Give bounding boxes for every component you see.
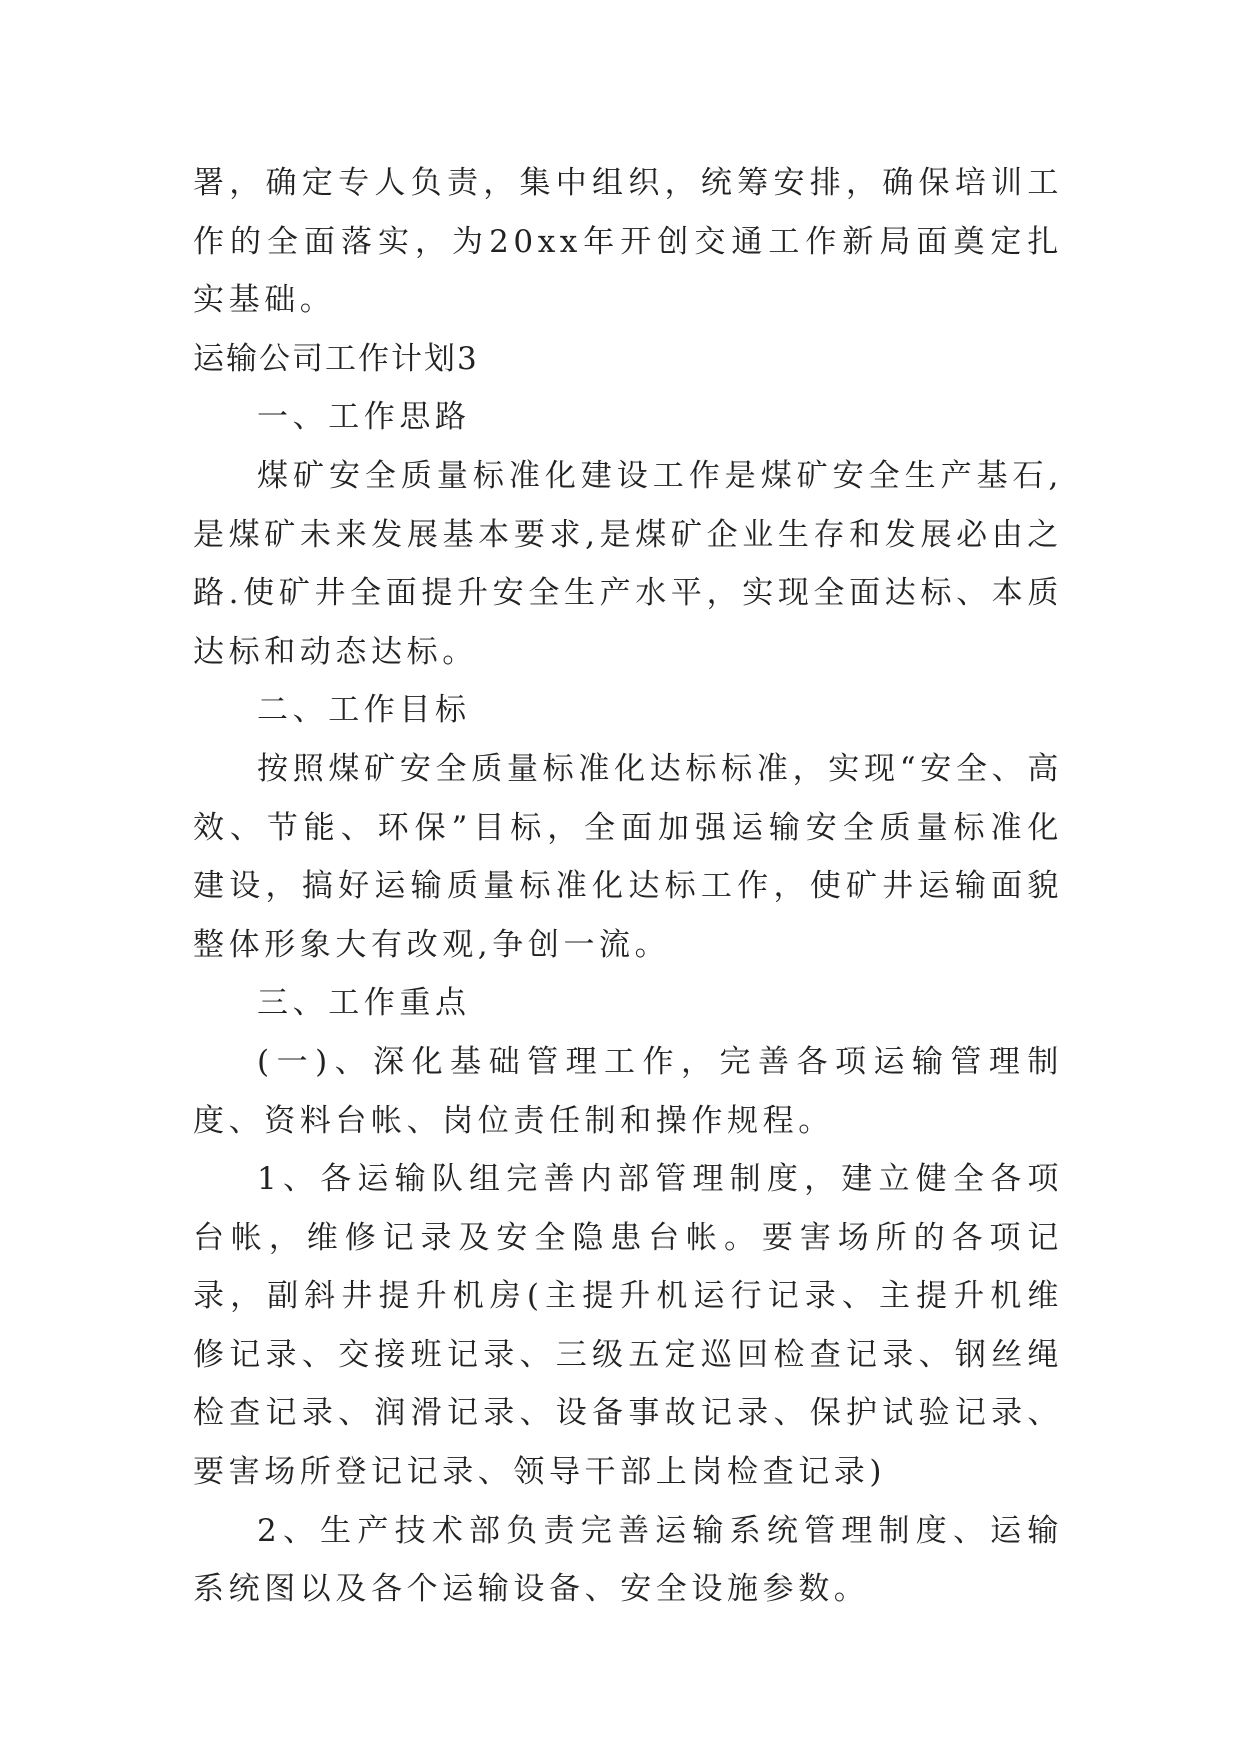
paragraph-work-approach: 煤矿安全质量标准化建设工作是煤矿安全生产基石,是煤矿未来发展基本要求,是煤矿企业生存和发展必由之路.使矿井全面提升安全生产水平，实现全面达标、本质达标和动态达标。 — [193, 457, 1063, 670]
paragraph-work-goals: 按照煤矿安全质量标准化达标标准，实现“安全、高效、节能、环保”目标，全面加强运输安全质量标准化建设，搞好运输质量标准化达标工作，使矿井运输面貌整体形象大有改观,争创一流。 — [193, 750, 1063, 963]
paragraph-continuation: 署，确定专人负责，集中组织，统筹安排，确保培训工作的全面落实，为20xx年开创交通工作新局面奠定扎实基础。 — [193, 165, 1063, 319]
paragraph-subitem-1: 1、各运输队组完善内部管理制度，建立健全各项台帐，维修记录及安全隐患台帐。要害场所的各项记录，副斜井提升机房(主提升机运行记录、主提升机维修记录、交接班记录、三级五定巡回检查记录、钢丝绳检查记录、润滑记录、设备事故记录、保护试验记录、要害场所登记记录、领导干部上岗检查记录) — [193, 1161, 1063, 1491]
section-heading-work-goals: 二、工作目标 — [257, 692, 471, 729]
document-title: 运输公司工作计划3 — [193, 340, 479, 377]
paragraph-focus-item-1: (一)、深化基础管理工作，完善各项运输管理制度、资料台帐、岗位责任制和操作规程。 — [193, 1043, 1063, 1139]
section-heading-work-approach: 一、工作思路 — [257, 399, 471, 436]
document-body — [193, 154, 1063, 1619]
section-heading-work-focus: 三、工作重点 — [257, 985, 471, 1022]
paragraph-subitem-2: 2、生产技术部负责完善运输系统管理制度、运输系统图以及各个运输设备、安全设施参数。 — [193, 1512, 1063, 1608]
